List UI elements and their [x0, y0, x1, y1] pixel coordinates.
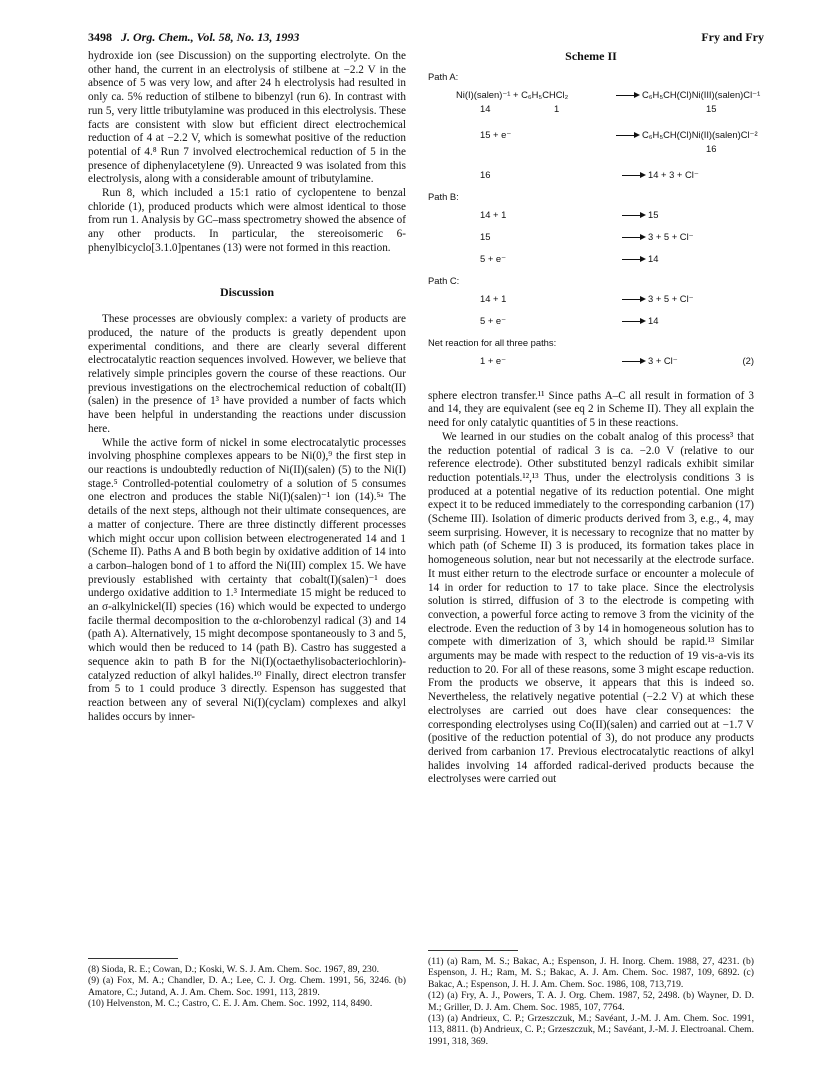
paragraph: sphere electron transfer.¹¹ Since paths A–C all result in formation of 3 and 14, they are equivalent (see eq 2 in Scheme II). They all explain the need for only catalytic quantities of 5 in these reactions. — [428, 389, 754, 430]
scheme-reactants: 15 — [480, 230, 491, 242]
paragraph: These processes are obviously complex: a variety of products are produced, the nature of the products is greatly dependent upon experimental conditions, and there are clearly several different electrocatalytic reaction sequences involved. However, we believe that relatively simple principles govern the course of these reactions. Our previous investigations on the electrochemical reduction of cobalt(II)(salen) in the presence of 1³ have provided a number of facts which have been helpful in understanding the reactions under discussion here. — [88, 313, 406, 435]
arrow-icon — [622, 299, 644, 300]
scheme-product-text: 14 + 3 + Cl⁻ — [648, 168, 699, 180]
journal-citation: J. Org. Chem., Vol. 58, No. 13, 1993 — [121, 30, 300, 44]
footnote: (13) (a) Andrieux, C. P.; Grzeszczuk, M.; Savéant, J.-M. J. Am. Chem. Soc. 1991, 113, 8811. (b) Andrieux, C. P.; Grzeszczuk, M.; Savéant, J.-M. J. Electroanal. Chem. 1991, 318, 369. — [428, 1013, 754, 1047]
scheme-product — [622, 354, 678, 368]
scheme-reactants: 16 — [480, 168, 491, 180]
arrow-icon — [616, 135, 638, 136]
scheme-reactants: 15 + e⁻ — [480, 128, 512, 140]
scheme-product-text: 14 — [648, 252, 659, 264]
arrow-icon — [622, 237, 644, 238]
scheme-product-text: 14 — [648, 314, 659, 326]
compound-number: 1 — [554, 102, 560, 114]
scheme-reactants: 5 + e⁻ — [480, 314, 507, 326]
scheme-product — [622, 230, 694, 244]
footnote: (8) Sioda, R. E.; Cowan, D.; Koski, W. S. J. Am. Chem. Soc. 1967, 89, 230. — [88, 964, 380, 975]
scheme-product-text: 3 + 5 + Cl⁻ — [648, 292, 694, 304]
arrow-icon — [622, 175, 644, 176]
footnote-rule — [88, 958, 178, 959]
path-b-label: Path B: — [428, 190, 459, 202]
paragraph: While the active form of nickel in some electrocatalytic processes involving phosphine complexes appears to be Ni(0),⁹ the first step in our reactions is undoubtedly reduction of Ni(II)(salen) (5) to the Ni(I) stage.⁵ Controlled-potential coulometry of a solution of 5 consumes one electron and produces the stable Ni(I)(salen)⁻¹ ion (14).⁵ᵃ The details of the next steps, although not their ultimate consequences, are a matter of conjecture. There are three distinctly different processes which might occur upon collision between electrogenerated 14 and 1 (Scheme II). Paths A and B both begin by oxidative addition of 14 into a carbon–halogen bond of 1 to afford the Ni(III) complex 15. We have previously established with certainty that cobalt(I)(salen)⁻¹ does undergo oxidative addition to 1.³ Intermediate 15 might be reduced to an σ-alkylnickel(II) species (16) which would be expected to undergo facile thermal decomposition to the α-chlorobenzyl radical (3) and 14 (path A). Alternatively, 15 might decompose spontaneously to 3 and 5, which would then be reduced to 14 (path B). Castro has suggested a sequence akin to path B for the Ni(I)(octaethylisobacteriochlorin)-catalyzed reduction of alkyl halides.¹⁰ Finally, direct electron transfer from 5 to 1 could produce 3 directly. Espenson has suggested that reaction between any of several Ni(I)(cyclam) complexes and alkyl halides occurs by inner- — [88, 436, 406, 723]
path-a-label: Path A: — [428, 70, 459, 82]
left-column — [88, 50, 406, 724]
section-title: Discussion — [219, 284, 275, 299]
page-number: 3498 — [88, 30, 112, 44]
equation-number: (2) — [742, 354, 754, 366]
page-header — [88, 30, 764, 48]
left-footnotes — [88, 964, 406, 1010]
scheme-reactants: 1 + e⁻ — [480, 354, 507, 366]
scheme-reactants: 5 + e⁻ — [480, 252, 507, 264]
net-reaction-label: Net reaction for all three paths: — [428, 336, 557, 348]
right-footnotes — [428, 956, 754, 1047]
footnote: (10) Helvenston, M. C.; Castro, C. E. J. Am. Chem. Soc. 1992, 114, 8490. — [88, 998, 373, 1010]
reaction-scheme — [428, 70, 761, 380]
scheme-product-text: C₆H₅CH(Cl)Ni(II)(salen)Cl⁻² — [642, 128, 758, 140]
arrow-icon — [622, 321, 644, 322]
footnote-rule — [428, 950, 518, 951]
scheme-product-text: 3 + 5 + Cl⁻ — [648, 230, 694, 242]
scheme-product-text: 3 + Cl⁻ — [648, 354, 678, 366]
scheme-product — [622, 292, 694, 306]
footnote: (11) (a) Ram, M. S.; Bakac, A.; Espenson, J. H. Inorg. Chem. 1988, 27, 4231. (b) Espenson, J. H.; Ram, M. S.; Bakac, A. J. Am. Chem. Soc. 1987, 109, 6892. (c) Bakac, A.; Espenson, J. H. J. Am. Chem. Soc. 1986, 108, 713,719. — [428, 956, 754, 990]
scheme-product — [616, 128, 758, 142]
scheme-product — [622, 168, 699, 182]
paragraph: We learned in our studies on the cobalt analog of this process³ that the reduction potential of radical 3 is ca. −2.0 V (relative to our reference electrode). Other substituted benzyl radicals exhibit similar reduction potentials.¹²,¹³ Thus, under the electrolysis conditions 3 is produced at a potential negative of its reduction potential. One might expect it to be reduced immediately to the corresponding carbanion (17) (Scheme III). Isolation of dimeric products derived from 3, e.g., 4, may seem surprising. However, it is necessary to recognize that no matter by which path (of Scheme II) 3 is produced, its formation takes place in homogeneous solution, near but not necessarily at the electrode surface. It must either return to the electrode surface or encounter a molecule of 14 in order for reduction to 17 to take place. Since the electrolysis solution is stirred, diffusion of 3 to the electrode is competing with convection, a powerful force acting to remove 3 from the vicinity of the electrode. Even the reduction of 3 by 14 in homogeneous solution has to compete with dimerization of 3, which should be rapid.¹³ Similar arguments may be made with respect to the reduction of 19 vis-a-vis its reduction to 20. For all of these reasons, some 3 might escape reduction. From the products we observe, it appears that this is indeed so. Nevertheless, the relatively negative potential (−2.2 V) at which these electrolyses are carried out does have clear consequences: the corresponding electrolyses using Co(II)(salen) and carried out at −1.7 V (positive of the reduction potential of 3), do not produce any products derived from carbanion 17. Previous electrocatalytic reactions of alkyl halides involving 14 afforded radical-derived products because the electrolyses were carried out — [428, 430, 754, 786]
header-authors: Fry and Fry — [701, 30, 764, 44]
header-left — [88, 30, 299, 45]
scheme-reactants: 14 + 1 — [480, 208, 507, 220]
compound-number: 16 — [706, 142, 717, 154]
compound-number: 15 — [706, 102, 717, 114]
compound-number: 14 — [480, 102, 491, 114]
arrow-icon — [616, 95, 638, 96]
paragraph: Run 8, which included a 15:1 ratio of cyclopentene to benzal chloride (1), produced products which were almost identical to those from run 1. Analysis by GC–mass spectrometry showed the absence of any other products. In particular, the stereoisomeric 6-phenylbicyclo[3.1.0]pentanes (13) were not formed in this reaction. — [88, 187, 406, 254]
footnote: (12) (a) Fry, A. J., Powers, T. A. J. Org. Chem. 1987, 52, 2498. (b) Wayner, D. D. M.; Griller, D. J. Am. Chem. Soc. 1985, 107, 7764. — [428, 990, 754, 1013]
scheme-reactants: Ni(I)(salen)⁻¹ + C₆H₅CHCl₂ — [456, 88, 569, 100]
footnote: (9) (a) Fox, M. A.; Chandler, D. A.; Lee, C. J. Org. Chem. 1991, 56, 3246. (b) Amatore, C.; Jutand, A. J. Am. Chem. Soc. 1991, 113, 2819. — [88, 975, 406, 998]
right-column — [428, 49, 761, 787]
scheme-product — [616, 88, 760, 102]
paragraph: hydroxide ion (see Discussion) on the supporting electrolyte. On the other hand, the current in an electrolysis of stilbene at −2.2 V in the absence of 5 was very low, and after 24 h electrolysis had resulted in only ca. 5% reduction of stilbene to bibenzyl (run 6). In contrast with run 5, very little tributylamine was produced in this electrolysis. These facts are consistent with slow but efficient direct electrochemical reduction of 4 at −2.2 V, which is somewhat positive of the reduction potential of 4.⁸ Run 7 involved electrochemical reduction of 5 in the presence of diphenylacetylene (9). Unreacted 9 was isolated from this electrolysis, along with a considerable amount of tributylamine. — [88, 50, 406, 186]
scheme-product — [622, 314, 658, 328]
scheme-title: Scheme II — [565, 49, 617, 63]
scheme-product-text: C₆H₅CH(Cl)Ni(III)(salen)Cl⁻¹ — [642, 88, 761, 100]
arrow-icon — [622, 259, 644, 260]
scheme-product — [622, 252, 658, 266]
arrow-icon — [622, 215, 644, 216]
path-c-label: Path C: — [428, 274, 460, 286]
arrow-icon — [622, 361, 644, 362]
scheme-product — [622, 208, 658, 222]
right-body — [428, 390, 754, 787]
scheme-product-text: 15 — [648, 208, 659, 220]
scheme-reactants: 14 + 1 — [480, 292, 507, 304]
